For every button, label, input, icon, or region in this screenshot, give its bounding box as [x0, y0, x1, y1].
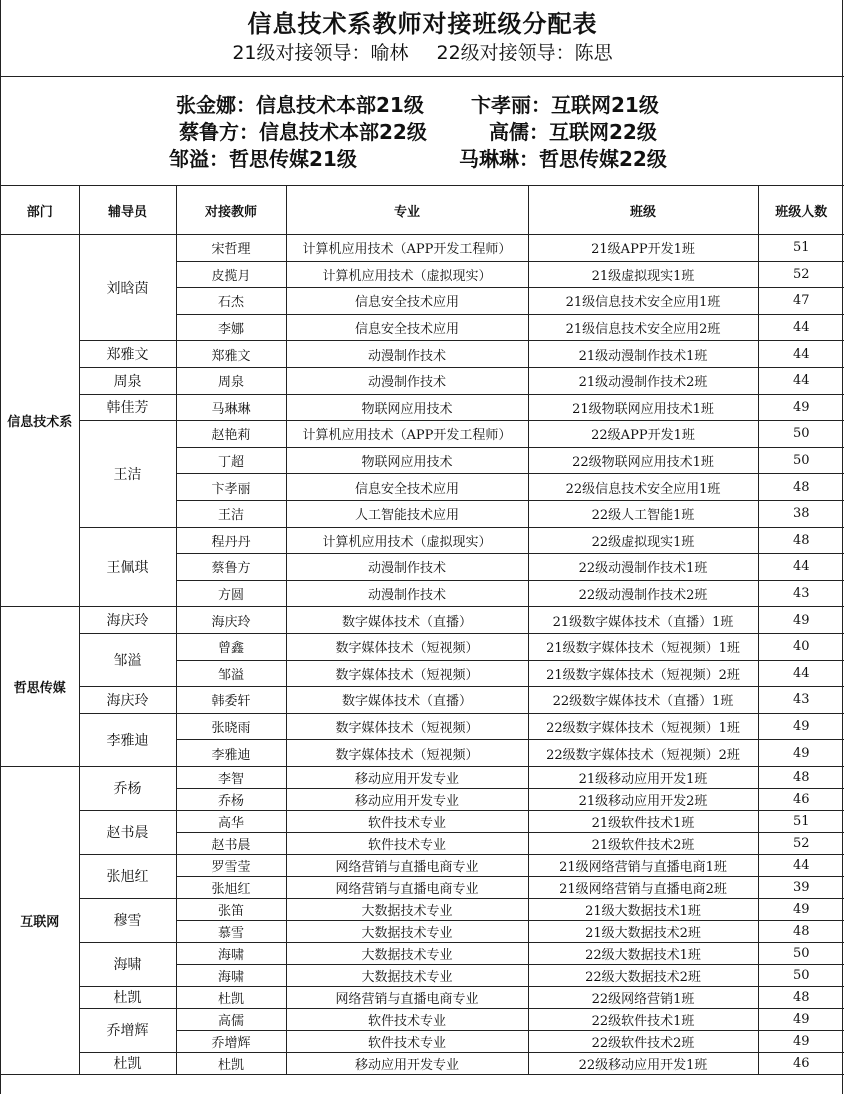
major-cell: 信息安全技术应用 [286, 288, 528, 315]
major-cell: 数字媒体技术（短视频） [286, 713, 528, 740]
count-cell: 49 [758, 713, 844, 740]
class-cell: 22级数字媒体技术（短视频）1班 [528, 713, 758, 740]
teacher-cell: 张晓雨 [176, 713, 286, 740]
major-cell: 计算机应用技术（APP开发工程师） [286, 421, 528, 448]
class-cell: 21级数字媒体技术（短视频）1班 [528, 633, 758, 660]
major-cell: 大数据技术专业 [286, 964, 528, 986]
class-cell: 21级动漫制作技术2班 [528, 367, 758, 394]
major-cell: 动漫制作技术 [286, 341, 528, 368]
major-cell: 软件技术专业 [286, 810, 528, 832]
counselor-cell: 海庆玲 [79, 687, 176, 714]
count-cell: 46 [758, 1052, 844, 1074]
major-cell: 软件技术专业 [286, 1030, 528, 1052]
teacher-cell: 高儒 [176, 1008, 286, 1030]
table-row [1, 986, 844, 1008]
teacher-cell: 郑雅文 [176, 341, 286, 368]
count-cell: 52 [758, 832, 844, 854]
count-cell: 49 [758, 740, 844, 767]
class-cell: 21级软件技术2班 [528, 832, 758, 854]
major-cell: 数字媒体技术（短视频） [286, 633, 528, 660]
class-cell: 22级动漫制作技术1班 [528, 554, 758, 581]
class-cell: 22级物联网应用技术1班 [528, 447, 758, 474]
table-row [1, 633, 844, 660]
count-cell: 49 [758, 607, 844, 634]
count-cell: 44 [758, 314, 844, 341]
counselor-cell: 李雅迪 [79, 713, 176, 766]
teacher-cell: 罗雪莹 [176, 854, 286, 876]
page-title: 信息技术系教师对接班级分配表 [247, 10, 598, 38]
teacher-cell: 海庆玲 [176, 607, 286, 634]
class-cell: 21级大数据技术2班 [528, 920, 758, 942]
major-cell: 物联网应用技术 [286, 447, 528, 474]
major-cell: 计算机应用技术（虚拟现实） [286, 527, 528, 554]
major-cell: 计算机应用技术（APP开发工程师） [286, 235, 528, 262]
teacher-cell: 程丹丹 [176, 527, 286, 554]
major-cell: 网络营销与直播电商专业 [286, 986, 528, 1008]
class-cell: 22级APP开发1班 [528, 421, 758, 448]
teacher-cell: 宋哲理 [176, 235, 286, 262]
table-row [1, 1008, 844, 1030]
teacher-cell: 李雅迪 [176, 740, 286, 767]
counselor-cell: 王洁 [79, 421, 176, 527]
major-cell: 信息安全技术应用 [286, 474, 528, 501]
class-cell: 22级动漫制作技术2班 [528, 580, 758, 607]
class-cell: 22级虚拟现实1班 [528, 527, 758, 554]
teacher-cell: 海啸 [176, 964, 286, 986]
column-header-teacher: 对接教师 [176, 186, 286, 235]
counselor-cell: 乔增辉 [79, 1008, 176, 1052]
counselor-cell: 海庆玲 [79, 607, 176, 634]
count-cell: 44 [758, 367, 844, 394]
table-row [1, 687, 844, 714]
count-cell: 48 [758, 474, 844, 501]
class-cell: 22级网络营销1班 [528, 986, 758, 1008]
table-row [1, 607, 844, 634]
teacher-cell: 丁超 [176, 447, 286, 474]
class-cell: 21级信息技术安全应用1班 [528, 288, 758, 315]
counselor-cell: 张旭红 [79, 854, 176, 898]
class-cell: 21级网络营销与直播电商1班 [528, 854, 758, 876]
major-cell: 移动应用开发专业 [286, 788, 528, 810]
allocation-table [1, 186, 844, 1075]
teacher-cell: 马琳琳 [176, 394, 286, 421]
teacher-cell: 张笛 [176, 898, 286, 920]
count-cell: 50 [758, 421, 844, 448]
class-cell: 22级大数据技术1班 [528, 942, 758, 964]
leader-entry: 卞孝丽：互联网21级 [471, 93, 659, 117]
class-cell: 22级人工智能1班 [528, 500, 758, 527]
teacher-cell: 邹溢 [176, 660, 286, 687]
count-cell: 44 [758, 660, 844, 687]
teacher-cell: 王洁 [176, 500, 286, 527]
major-cell: 大数据技术专业 [286, 898, 528, 920]
class-cell: 21级移动应用开发1班 [528, 766, 758, 788]
count-cell: 39 [758, 876, 844, 898]
leader-entry: 高儒：互联网22级 [489, 120, 657, 144]
count-cell: 38 [758, 500, 844, 527]
table-row [1, 527, 844, 554]
class-cell: 21级大数据技术1班 [528, 898, 758, 920]
class-cell: 21级移动应用开发2班 [528, 788, 758, 810]
class-cell: 22级数字媒体技术（直播）1班 [528, 687, 758, 714]
class-cell: 21级信息技术安全应用2班 [528, 314, 758, 341]
leader-entry: 蔡鲁方：信息技术本部22级 [179, 120, 427, 144]
major-cell: 软件技术专业 [286, 832, 528, 854]
class-cell: 21级数字媒体技术（直播）1班 [528, 607, 758, 634]
teacher-cell: 方圆 [176, 580, 286, 607]
major-cell: 网络营销与直播电商专业 [286, 876, 528, 898]
count-cell: 44 [758, 554, 844, 581]
teacher-cell: 蔡鲁方 [176, 554, 286, 581]
teacher-cell: 赵艳莉 [176, 421, 286, 448]
major-cell: 软件技术专业 [286, 1008, 528, 1030]
major-cell: 数字媒体技术（短视频） [286, 660, 528, 687]
counselor-cell: 韩佳芳 [79, 394, 176, 421]
teacher-cell: 杜凯 [176, 986, 286, 1008]
count-cell: 49 [758, 1030, 844, 1052]
table-row [1, 394, 844, 421]
count-cell: 44 [758, 341, 844, 368]
count-cell: 47 [758, 288, 844, 315]
class-cell: 22级信息技术安全应用1班 [528, 474, 758, 501]
counselor-cell: 杜凯 [79, 986, 176, 1008]
department-cell: 信息技术系 [1, 235, 79, 607]
count-cell: 48 [758, 920, 844, 942]
teacher-cell: 乔杨 [176, 788, 286, 810]
teacher-cell: 张旭红 [176, 876, 286, 898]
count-cell: 48 [758, 766, 844, 788]
major-cell: 信息安全技术应用 [286, 314, 528, 341]
teacher-cell: 乔增辉 [176, 1030, 286, 1052]
table-row [1, 713, 844, 740]
class-cell: 22级数字媒体技术（短视频）2班 [528, 740, 758, 767]
major-cell: 数字媒体技术（直播） [286, 607, 528, 634]
teacher-cell: 赵书晨 [176, 832, 286, 854]
table-row [1, 341, 844, 368]
counselor-cell: 杜凯 [79, 1052, 176, 1074]
major-cell: 数字媒体技术（短视频） [286, 740, 528, 767]
major-cell: 动漫制作技术 [286, 367, 528, 394]
teacher-cell: 石杰 [176, 288, 286, 315]
count-cell: 50 [758, 964, 844, 986]
title-block [1, 0, 844, 77]
major-cell: 大数据技术专业 [286, 920, 528, 942]
table-row [1, 942, 844, 964]
class-cell: 21级物联网应用技术1班 [528, 394, 758, 421]
count-cell: 49 [758, 1008, 844, 1030]
counselor-cell: 赵书晨 [79, 810, 176, 854]
teacher-cell: 李智 [176, 766, 286, 788]
major-cell: 移动应用开发专业 [286, 1052, 528, 1074]
count-cell: 44 [758, 854, 844, 876]
class-cell: 21级动漫制作技术1班 [528, 341, 758, 368]
class-cell: 21级APP开发1班 [528, 235, 758, 262]
teacher-cell: 杜凯 [176, 1052, 286, 1074]
column-header-major: 专业 [286, 186, 528, 235]
count-cell: 52 [758, 261, 844, 288]
table-row [1, 766, 844, 788]
leader-line [1, 41, 844, 65]
count-cell: 51 [758, 235, 844, 262]
counselor-cell: 海啸 [79, 942, 176, 986]
class-cell: 21级网络营销与直播电商2班 [528, 876, 758, 898]
teacher-cell: 海啸 [176, 942, 286, 964]
class-cell: 22级软件技术2班 [528, 1030, 758, 1052]
table-body [1, 235, 844, 1075]
major-cell: 人工智能技术应用 [286, 500, 528, 527]
count-cell: 50 [758, 447, 844, 474]
class-cell: 22级软件技术1班 [528, 1008, 758, 1030]
teacher-cell: 卞孝丽 [176, 474, 286, 501]
leader-21: 21级对接领导：喻林 [232, 42, 409, 64]
department-cell: 哲思传媒 [1, 607, 79, 767]
column-header-department: 部门 [1, 186, 79, 235]
count-cell: 46 [758, 788, 844, 810]
teacher-cell: 周泉 [176, 367, 286, 394]
counselor-cell: 邹溢 [79, 633, 176, 686]
counselor-cell: 王佩琪 [79, 527, 176, 607]
major-cell: 数字媒体技术（直播） [286, 687, 528, 714]
teacher-cell: 高华 [176, 810, 286, 832]
major-cell: 网络营销与直播电商专业 [286, 854, 528, 876]
count-cell: 48 [758, 527, 844, 554]
table-header-row [1, 186, 844, 235]
teacher-cell: 慕雪 [176, 920, 286, 942]
leader-entry: 邹溢：哲思传媒21级 [169, 147, 357, 171]
table-row [1, 810, 844, 832]
table-row [1, 854, 844, 876]
teacher-cell: 曾鑫 [176, 633, 286, 660]
leader-entry: 马琳琳：哲思传媒22级 [459, 147, 667, 171]
table-row [1, 235, 844, 262]
counselor-cell: 乔杨 [79, 766, 176, 810]
counselor-cell: 穆雪 [79, 898, 176, 942]
count-cell: 43 [758, 580, 844, 607]
counselor-cell: 周泉 [79, 367, 176, 394]
table-row [1, 898, 844, 920]
column-header-count: 班级人数 [758, 186, 844, 235]
table-row [1, 421, 844, 448]
teacher-cell: 韩委轩 [176, 687, 286, 714]
major-cell: 移动应用开发专业 [286, 766, 528, 788]
column-header-counselor: 辅导员 [79, 186, 176, 235]
teacher-cell: 李娜 [176, 314, 286, 341]
count-cell: 49 [758, 394, 844, 421]
count-cell: 43 [758, 687, 844, 714]
count-cell: 51 [758, 810, 844, 832]
column-header-class: 班级 [528, 186, 758, 235]
major-cell: 大数据技术专业 [286, 942, 528, 964]
leader-22: 22级对接领导：陈思 [436, 42, 613, 64]
counselor-cell: 刘晗茵 [79, 235, 176, 341]
major-cell: 动漫制作技术 [286, 580, 528, 607]
count-cell: 48 [758, 986, 844, 1008]
leader-entry: 张金娜：信息技术本部21级 [176, 93, 424, 117]
department-cell: 互联网 [1, 766, 79, 1074]
class-cell: 21级虚拟现实1班 [528, 261, 758, 288]
count-cell: 50 [758, 942, 844, 964]
table-row [1, 367, 844, 394]
class-cell: 21级数字媒体技术（短视频）2班 [528, 660, 758, 687]
count-cell: 49 [758, 898, 844, 920]
class-cell: 22级移动应用开发1班 [528, 1052, 758, 1074]
class-cell: 21级软件技术1班 [528, 810, 758, 832]
count-cell: 40 [758, 633, 844, 660]
major-cell: 物联网应用技术 [286, 394, 528, 421]
major-cell: 动漫制作技术 [286, 554, 528, 581]
major-cell: 计算机应用技术（虚拟现实） [286, 261, 528, 288]
grade-leaders-block [1, 77, 844, 186]
class-cell: 22级大数据技术2班 [528, 964, 758, 986]
teacher-cell: 皮揽月 [176, 261, 286, 288]
table-row [1, 1052, 844, 1074]
counselor-cell: 郑雅文 [79, 341, 176, 368]
